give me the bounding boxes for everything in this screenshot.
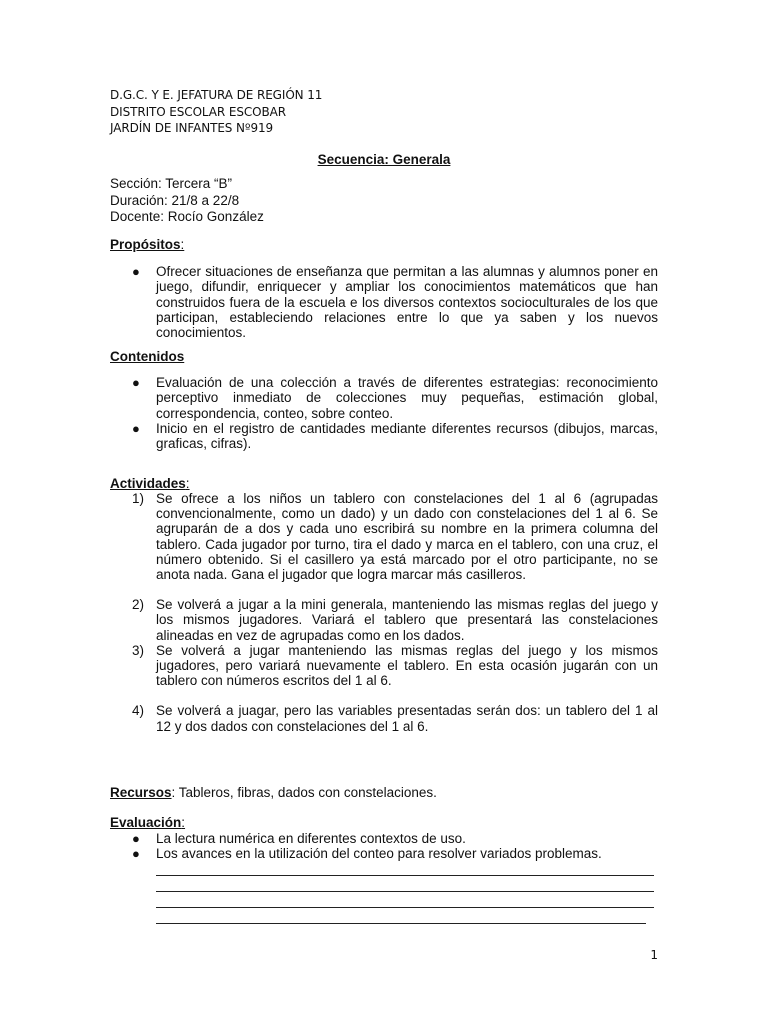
list-item: [130, 831, 658, 846]
header-line-2: DISTRITO ESCOLAR ESCOBAR: [110, 104, 286, 119]
recursos-text: : Tableros, fibras, dados con constelaciones.: [171, 785, 437, 800]
list-item: [130, 264, 658, 340]
header-line-1: D.G.C. Y E. JEFATURA DE REGIÓN 11: [110, 88, 323, 102]
activity-item: [130, 643, 658, 689]
contenidos-heading-text: Contenidos: [110, 349, 185, 364]
propositos-heading-colon: :: [180, 237, 185, 252]
list-item-text: Inicio en el registro de cantidades mediante diferentes recursos (dibujos, marcas, graficas, cifras).: [156, 420, 658, 452]
document-title: Secuencia: Generala: [317, 152, 451, 167]
activity-number: 1): [132, 491, 145, 506]
bullet-icon: ●: [132, 375, 140, 390]
activity-number: 2): [132, 597, 145, 613]
activity-item: [130, 703, 658, 733]
bullet-icon: ●: [132, 831, 140, 846]
writing-lines: [156, 860, 654, 924]
recursos-line: [110, 785, 437, 800]
actividades-heading: [110, 476, 190, 491]
meta-duracion: Duración: 21/8 a 22/8: [110, 192, 240, 208]
evaluacion-heading-text: Evaluación: [110, 815, 182, 830]
meta-docente: Docente: Rocío González: [110, 209, 264, 224]
sequence-meta: [110, 176, 264, 226]
contenidos-heading: [110, 349, 184, 364]
page-number: 1: [650, 948, 658, 962]
list-item: [130, 421, 658, 452]
actividades-heading-text: Actividades: [110, 476, 186, 491]
evaluacion-list: [130, 831, 658, 862]
recursos-heading: Recursos: [110, 785, 172, 800]
writing-line: [156, 908, 646, 924]
actividades-heading-colon: :: [185, 476, 190, 491]
bullet-icon: ●: [132, 264, 140, 279]
activity-number: 3): [132, 642, 145, 658]
header-line-3: JARDÍN DE INFANTES Nº919: [110, 121, 274, 135]
list-item: [130, 375, 658, 421]
writing-line: [156, 860, 654, 876]
institution-header: [110, 87, 322, 137]
writing-line: [156, 892, 654, 908]
propositos-heading-text: Propósitos: [110, 237, 181, 252]
evaluacion-heading: [110, 815, 185, 830]
activity-item: [130, 491, 658, 582]
actividades-list: [130, 491, 658, 734]
list-item-text: La lectura numérica en diferentes contextos de uso.: [156, 831, 466, 846]
list-item-text: Ofrecer situaciones de enseñanza que permitan a las alumnas y alumnos poner en juego, difundir, enriquecer y ampliar los conocimientos matemáticos que han construidos fuera de la escuela e los diversos contextos socioculturales de los que participan, estableciendo relaciones entre lo que ya saben y los nuevos conocimientos.: [156, 264, 658, 341]
contenidos-list: [130, 375, 658, 451]
activity-text: Se volverá a juagar, pero las variables presentadas serán dos: un tablero del 1 al 12 y dos dados con constelaciones del 1 al 6.: [156, 703, 658, 734]
propositos-list: [130, 264, 658, 340]
writing-line: [156, 876, 654, 892]
bullet-icon: ●: [132, 420, 140, 436]
meta-seccion: Sección: Tercera “B”: [110, 176, 233, 191]
evaluacion-heading-colon: :: [181, 815, 186, 830]
activity-item: [130, 597, 658, 643]
list-item-text: Los avances en la utilización del conteo para resolver variados problemas.: [156, 846, 602, 862]
propositos-heading: [110, 237, 184, 252]
activity-text: Se ofrece a los niños un tablero con constelaciones del 1 al 6 (agrupadas convencionalmente, como un dado) y un dado con constelaciones del 1 al 6. Se agruparán de a dos y cada uno escribirá su nombre en la primera columna del tablero. Cada jugador por turno, tira el dado y marca en el tablero, con una cruz, el número obtenido. Si el casillero ya está marcado por el otro participante, no se anota nada. Gana el jugador que logra marcar más casilleros.: [156, 491, 658, 583]
activity-number: 4): [132, 703, 145, 719]
bullet-icon: ●: [132, 846, 140, 862]
activity-text: Se volverá a jugar a la mini generala, manteniendo las mismas reglas del juego y los mismos jugadores. Variará el tablero que presentará las constelaciones alineadas en vez de agrupadas como en los dados.: [156, 597, 658, 643]
activity-text: Se volverá a jugar manteniendo las mismas reglas del juego y los mismos jugadores, pero variará nuevamente el tablero. En esta ocasión jugarán con un tablero con números escritos del 1 al 6.: [156, 642, 658, 689]
list-item-text: Evaluación de una colección a través de diferentes estrategias: reconocimiento perceptivo inmediato de colecciones muy pequeñas, estimación global, correspondencia, conteo, sobre conteo.: [156, 375, 658, 421]
